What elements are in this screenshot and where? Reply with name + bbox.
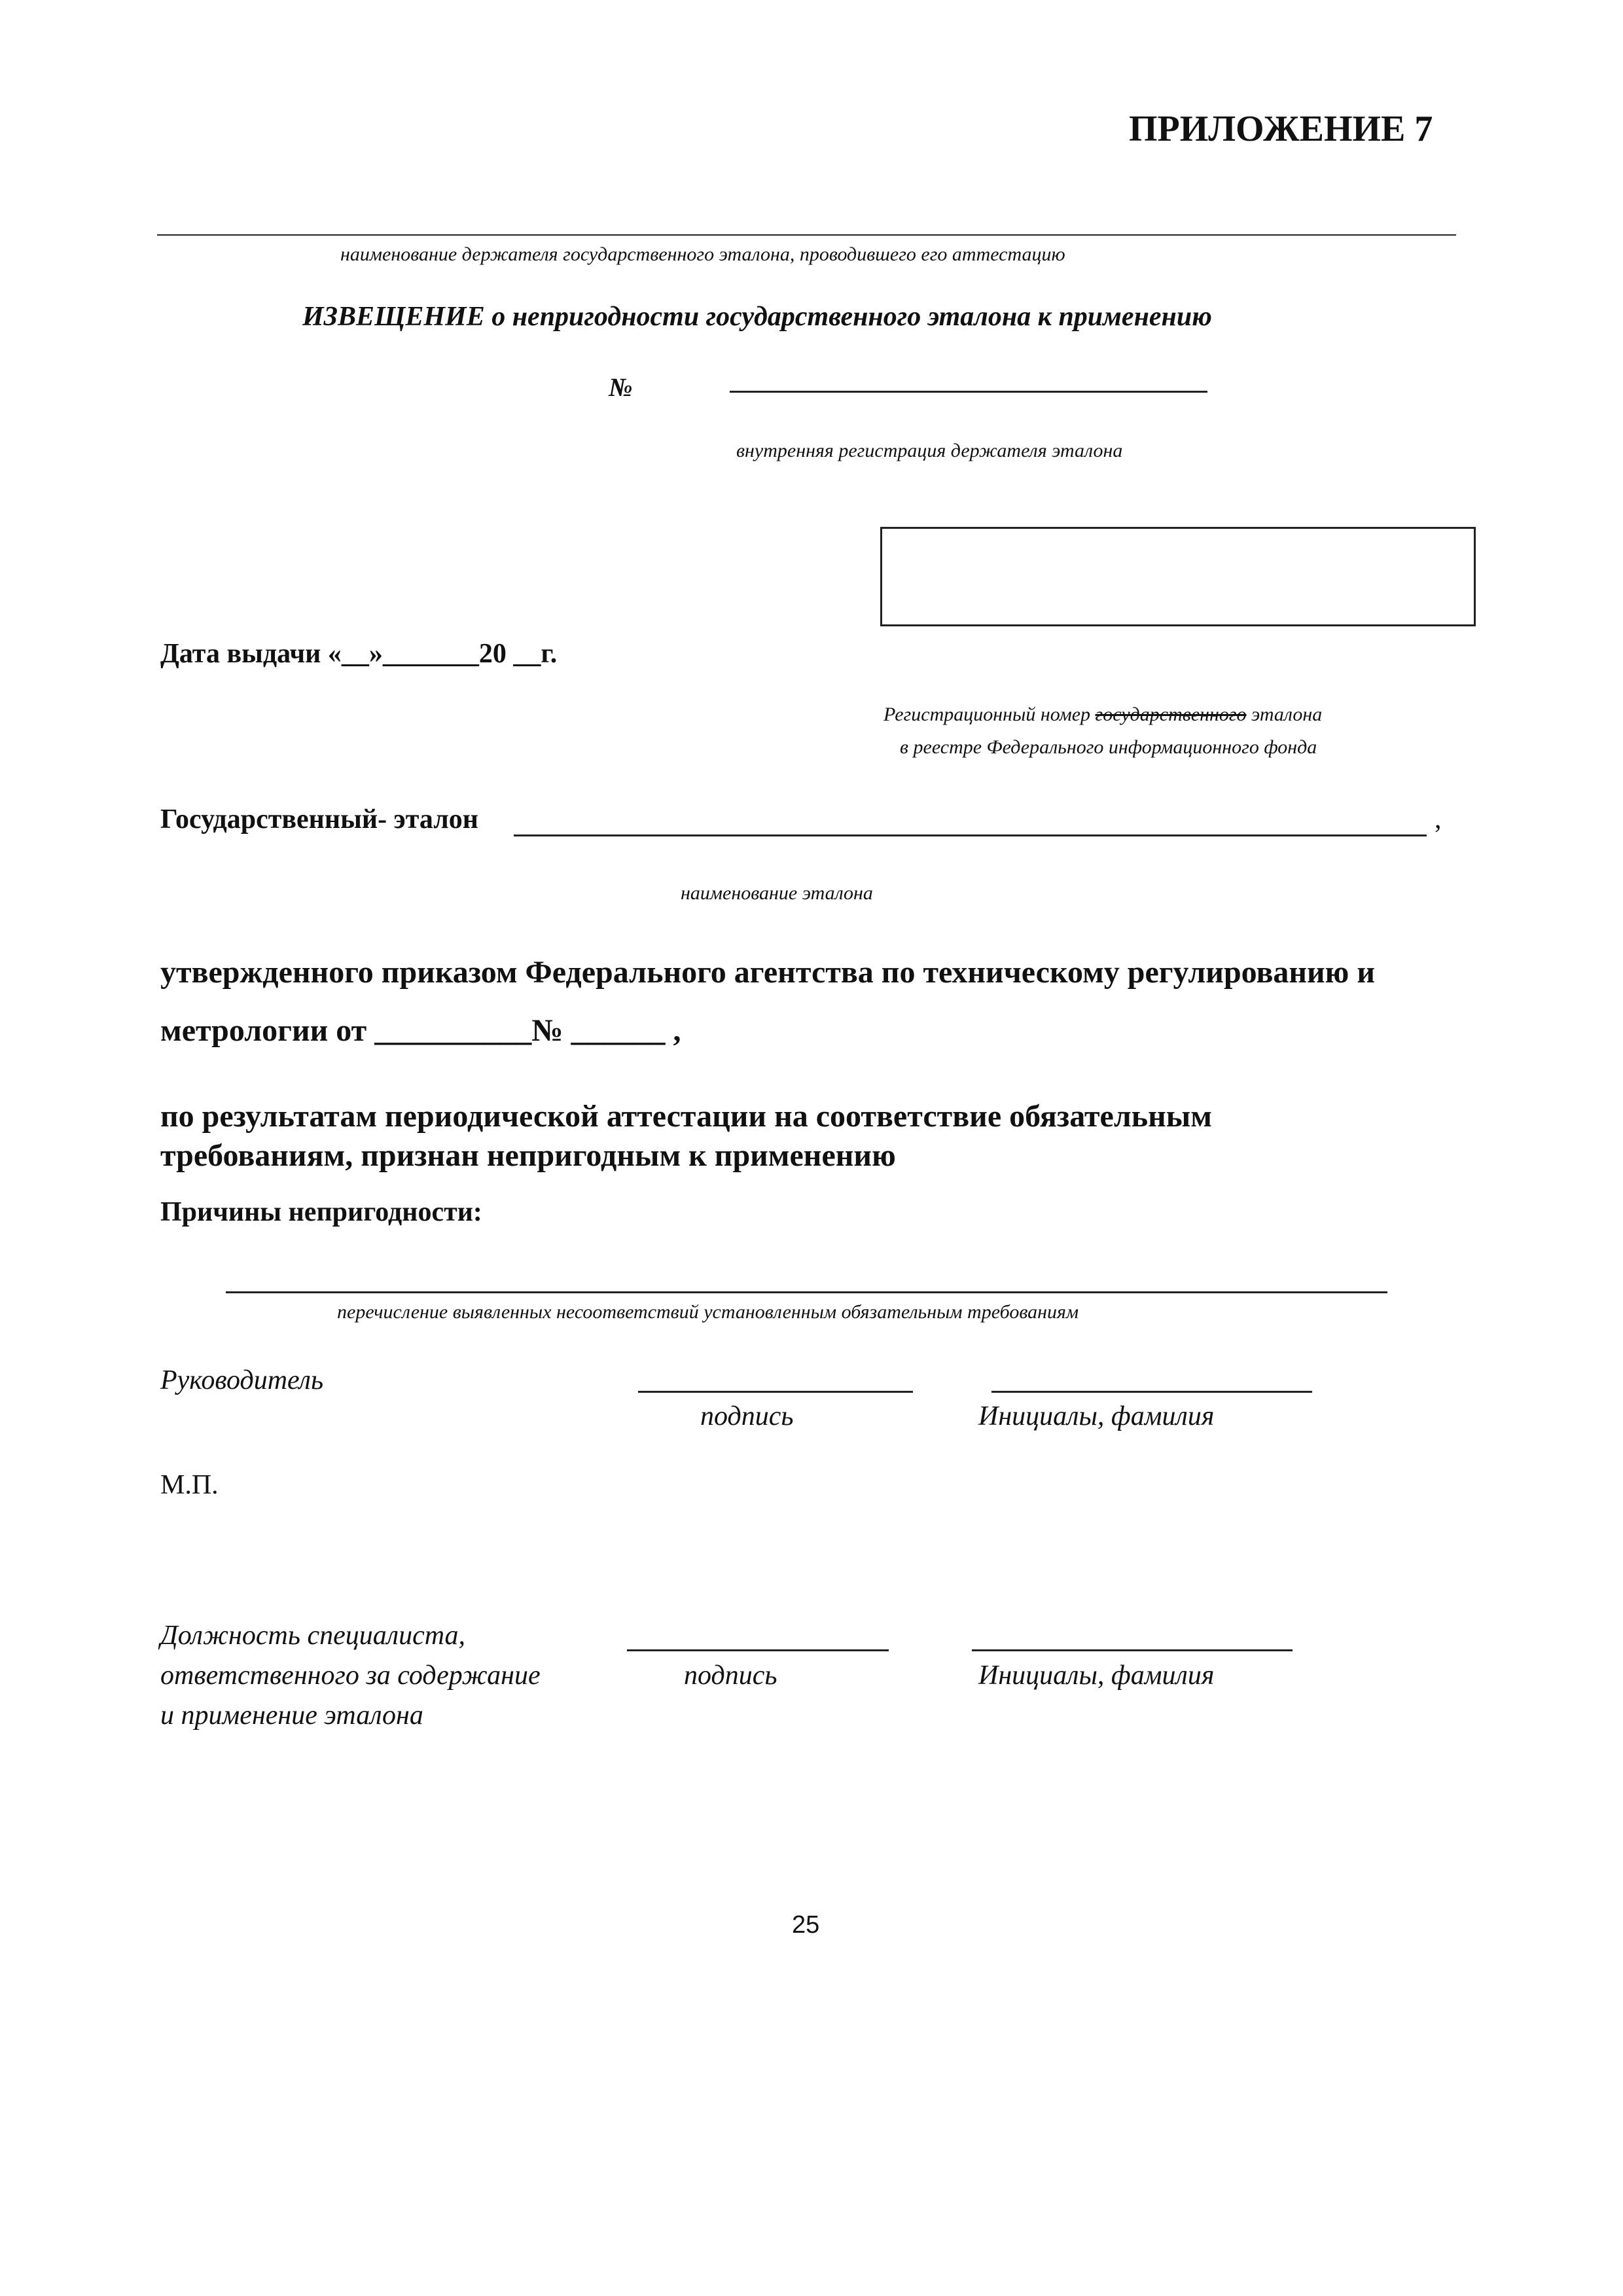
notice-title: [302, 301, 1212, 332]
head-signature-caption: подпись: [700, 1401, 794, 1431]
issue-date: Дата выдачи «__»_______20 __г.: [160, 639, 558, 669]
registry-caption-before: Регистрационный номер: [883, 704, 1096, 725]
order-line2: метрологии от __________№ ______ ,: [160, 1013, 681, 1048]
result-line2: требованиям, признан непригодным к применению: [160, 1138, 896, 1173]
standard-caption: наименование эталона: [681, 882, 873, 904]
head-signature-line: [638, 1391, 913, 1393]
specialist-name-line: [972, 1649, 1293, 1651]
notice-title-rest: о непригодности государственного эталона к применению: [484, 302, 1212, 332]
specialist-role-line3: и применение эталона: [160, 1700, 423, 1731]
registry-caption-after: эталона: [1246, 704, 1323, 725]
head-role: Руководитель: [160, 1365, 324, 1395]
head-name-line: [991, 1391, 1312, 1393]
specialist-signature-caption: подпись: [684, 1660, 777, 1691]
reasons-caption: перечисление выявленных несоответствий установленным обязательным требованиям: [337, 1301, 1079, 1323]
registry-caption-line1: [883, 704, 1322, 726]
specialist-role-line1: Должность специалиста,: [160, 1621, 466, 1651]
registry-caption-line2: в реестре Федерального информационного фонда: [900, 736, 1317, 758]
standard-comma: ,: [1435, 804, 1442, 834]
reasons-label: Причины непригодности:: [160, 1197, 482, 1227]
reasons-line: [226, 1291, 1387, 1293]
notice-title-strong: ИЗВЕЩЕНИЕ: [302, 302, 485, 332]
holder-name-line: [157, 234, 1456, 236]
number-line: [730, 391, 1207, 393]
registry-number-box: [880, 527, 1476, 626]
specialist-signature-line: [627, 1649, 889, 1651]
result-line1: по результатам периодической аттестации на соответствие обязательным: [160, 1099, 1212, 1134]
standard-label: Государственный- эталон: [160, 804, 478, 834]
page-number: 25: [792, 1911, 820, 1939]
number-sign: №: [609, 372, 633, 402]
stamp-label: М.П.: [160, 1470, 219, 1500]
number-caption: внутренняя регистрация держателя эталона: [736, 440, 1123, 461]
specialist-name-caption: Инициалы, фамилия: [978, 1660, 1215, 1691]
appendix-title: ПРИЛОЖЕНИЕ 7: [1129, 109, 1433, 149]
specialist-role-line2: ответственного за содержание: [160, 1660, 541, 1691]
standard-name-line: [514, 834, 1427, 836]
order-line1: утвержденного приказом Федерального агентства по техническому регулированию и: [160, 955, 1376, 990]
holder-name-caption: наименование держателя государственного эталона, проводившего его аттестацию: [340, 243, 1065, 265]
registry-caption-struck: государственного: [1095, 704, 1247, 725]
head-name-caption: Инициалы, фамилия: [978, 1401, 1215, 1431]
